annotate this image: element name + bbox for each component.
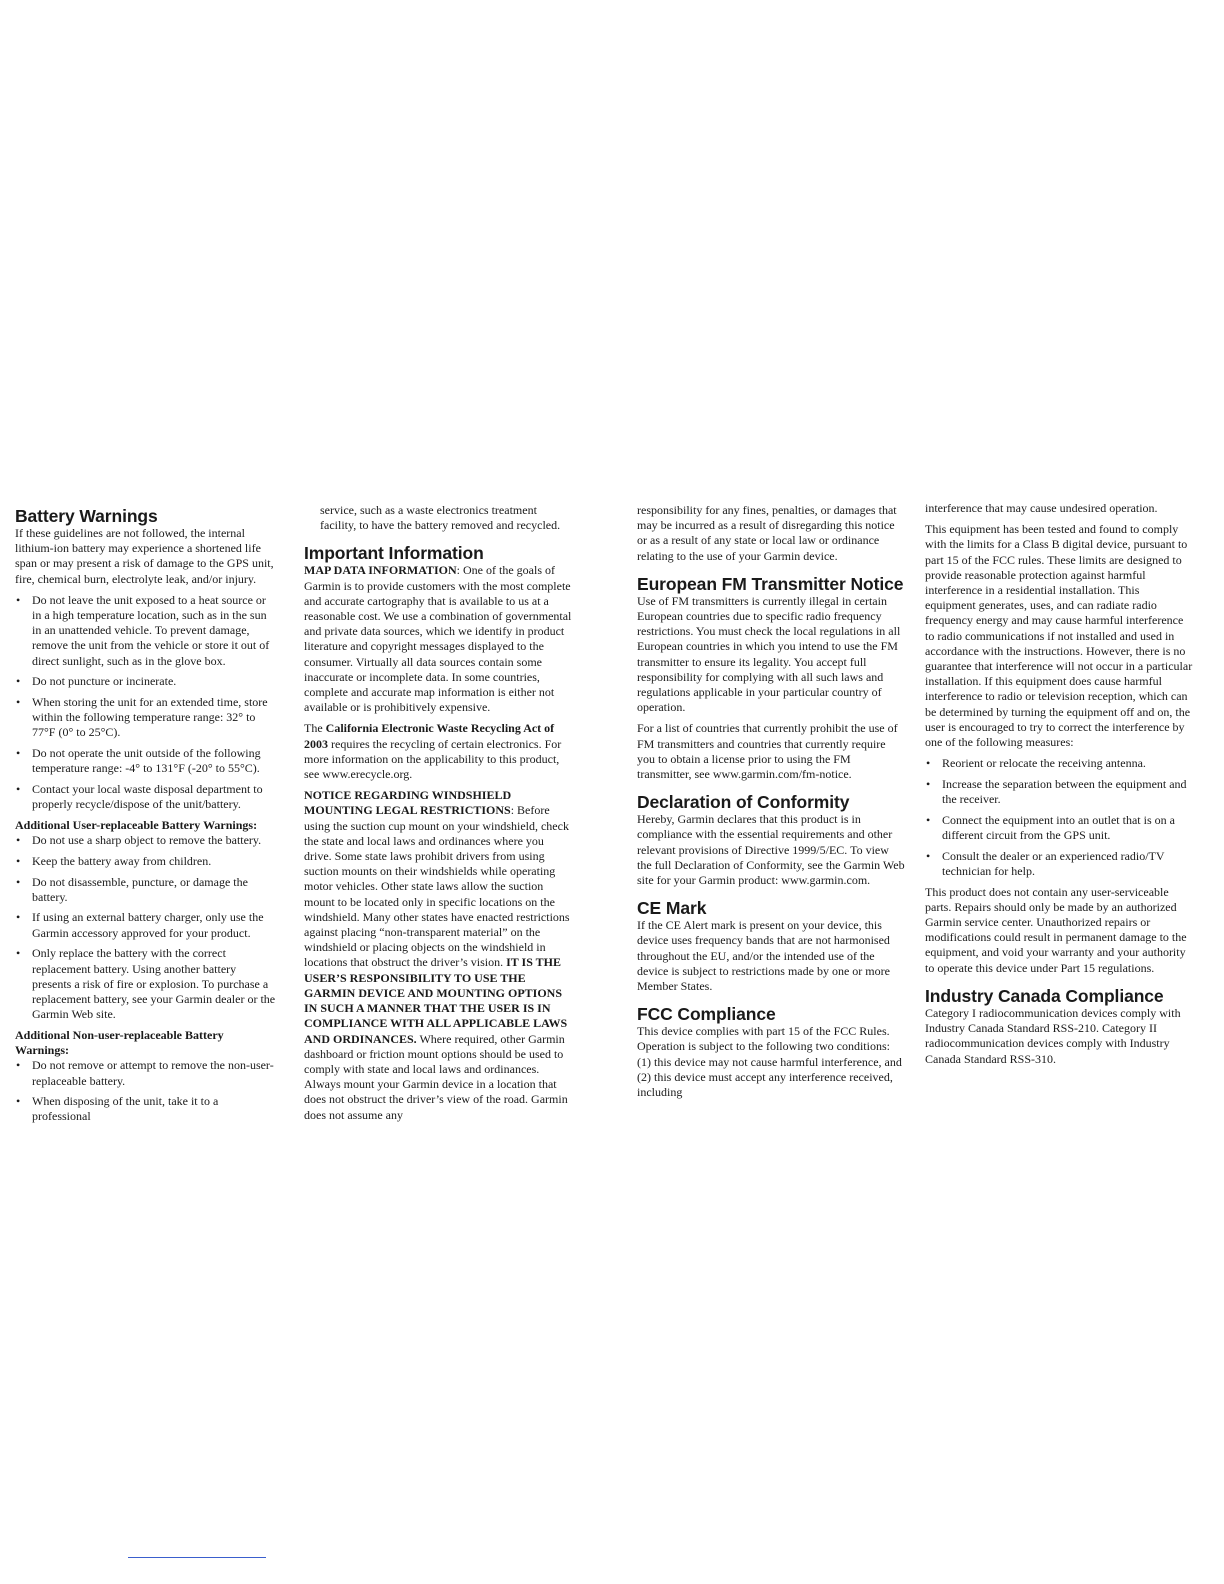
list-item: • Contact your local waste disposal department to properly recycle/dispose of the unit/battery. <box>15 782 277 812</box>
fcc-compliance-heading: FCC Compliance <box>637 1004 776 1025</box>
user-serviceable-paragraph: This product does not contain any user-serviceable parts. Repairs should only be made by an authorized Garmin service center. Unauthorized repairs or modifications could result in permanent damage to the equipment, and void your warranty and your authority to operate this device under Part 15 regulations. <box>925 884 1187 975</box>
list-item: • Only replace the battery with the correct replacement battery. Using another battery presents a risk of fire or explosion. To purchase a replacement battery, see your Garmin dealer or the Garmin Web site. <box>15 946 277 1022</box>
list-item: • If using an external battery charger, only use the Garmin accessory approved for your product. <box>15 910 277 940</box>
list-item: • Do not puncture or incinerate. <box>15 674 277 689</box>
california-prefix: The <box>304 721 326 736</box>
windshield-notice-text: : Before using the suction cup mount on your windshield, check the state and local laws and ordinances where you drive. Some state laws prohibit drivers from using suction mounts on their windshields while operating motor vehicles. Other state laws allow the suction mount to be located only in specific locations on the windshield. Many other states have enacted restrictions against placing “non-transparent material” on the windshield or placing objects on the windshield in locations that obstruct the driver’s vision. <box>304 803 570 970</box>
battery-warnings-heading: Battery Warnings <box>15 506 158 526</box>
user-replaceable-list <box>15 833 277 1022</box>
windshield-notice-label: NOTICE REGARDING WINDSHIELD MOUNTING LEGAL RESTRICTIONS <box>304 788 512 818</box>
fcc-class-b-paragraph: This equipment has been tested and found to comply with the limits for a Class B digital device, pursuant to part 15 of the FCC rules. These limits are designed to provide reasonable protection against harmful interference in a residential installation. This equipment generates, uses, and can radiate radio frequency energy and may cause harmful interference to radio communications if not installed and used in accordance with the instructions. However, there is no guarantee that interference will not occur in a particular installation. If this equipment does cause harmful interference to radio or television reception, which can be determined by turning the equipment off and on, the user is encouraged to try to correct the interference by one of the following measures: <box>925 522 1193 750</box>
fm-transmitter-paragraph: Use of FM transmitters is currently illegal in certain European countries due to specific radio frequency restrictions. You must check the local regulations in all European countries in which you intend to use the FM transmitter to ensure its legality. You accept full responsibility for complying with all such laws and regulations applicable in your particular country of operation. <box>637 593 901 715</box>
user-replaceable-heading: Additional User-replaceable Battery Warnings: <box>15 817 258 832</box>
non-user-replaceable-heading: Additional Non-user-replaceable Battery Warnings: <box>15 1027 224 1058</box>
ce-mark-heading: CE Mark <box>637 898 707 919</box>
column-battery-warnings <box>15 506 277 1130</box>
non-user-replaceable-list <box>15 1058 277 1124</box>
list-item: • Do not use a sharp object to remove the battery. <box>15 833 277 848</box>
map-data-text: : One of the goals of Garmin is to provide customers with the most complete and accurate cartography that is available to us at a reasonable cost. We use a combination of governmental and private data sources, which we identify in product literature and copyright messages displayed to the consumer. Virtually all data sources contain some inaccurate or incomplete data. In some countries, complete and accurate map information is either not available or is prohibitively expensive. <box>304 563 572 715</box>
list-item: • Do not operate the unit outside of the following temperature range: -4° to 131°F (-20° to 55°C). <box>15 746 277 776</box>
california-act-label: California Electronic Waste Recycling Act of 2003 <box>304 721 555 751</box>
battery-continuation: service, such as a waste electronics treatment facility, to have the battery removed and recycled. <box>320 503 561 533</box>
list-item: • Consult the dealer or an experienced radio/TV technician for help. <box>925 849 1193 879</box>
california-recycling-paragraph <box>304 721 572 782</box>
fm-transmitter-countries-paragraph: For a list of countries that currently prohibit the use of FM transmitters and countries that currently require you to obtain a license prior to using the FM transmitter, see www.garmin.com/fm-notice. <box>637 721 898 782</box>
column-regulatory-notices <box>637 503 905 1100</box>
list-item: • Keep the battery away from children. <box>15 854 277 869</box>
fcc-continuation: interference that may cause undesired operation. <box>925 501 1158 515</box>
list-item: • Increase the separation between the equipment and the receiver. <box>925 777 1193 807</box>
declaration-of-conformity-text: Hereby, Garmin declares that this product is in compliance with the essential requirements and other relevant provisions of Directive 1999/5/EC. To view the full Declaration of Conformity, see the Garmin Web site for your Garmin product: www.garmin.com. <box>637 812 905 888</box>
industry-canada-text: Category I radiocommunication devices comply with Industry Canada Standard RSS-210. Category II radiocommunication devices comply with Industry Canada Standard RSS-310. <box>925 1005 1181 1066</box>
fcc-compliance-text: This device complies with part 15 of the FCC Rules. Operation is subject to the following two conditions: (1) this device may not cause harmful interference, and (2) this device must accept any interference received, including <box>637 1024 902 1100</box>
industry-canada-heading: Industry Canada Compliance <box>925 985 1164 1006</box>
windshield-notice-tail: Where required, other Garmin dashboard or friction mount options should be used to comply with state and local laws and ordinances. Always mount your Garmin device in a location that does not obstruct the driver’s view of the road. Garmin does not assume any <box>304 1031 568 1122</box>
battery-warnings-list <box>15 593 277 813</box>
windshield-responsibility-notice: IT IS THE USER’S RESPONSIBILITY TO USE THE GARMIN DEVICE AND MOUNTING OPTIONS IN SUCH A MANNER THAT THE USER IS IN COMPLIANCE WITH ALL APPLICABLE LAWS AND ORDINANCES. <box>304 955 568 1046</box>
battery-warnings-intro: If these guidelines are not followed, the internal lithium-ion battery may experience a shortened life span or may present a risk of damage to the GPS unit, fire, chemical burn, electrolyte leak, and/or injury. <box>15 526 274 586</box>
list-item: • Do not remove or attempt to remove the non-user-replaceable battery. <box>15 1058 277 1088</box>
footer-rule <box>128 1557 266 1558</box>
fm-transmitter-heading: European FM Transmitter Notice <box>637 573 904 594</box>
california-act-text: requires the recycling of certain electronics. For more information on the applicability to this product, see www.erecycle.org. <box>304 736 562 782</box>
list-item: • When disposing of the unit, take it to a professional <box>15 1094 277 1124</box>
map-data-paragraph <box>304 563 572 715</box>
windshield-notice-paragraph <box>304 788 572 1122</box>
column-important-information <box>304 503 572 1123</box>
list-item: • Connect the equipment into an outlet that is on a different circuit from the GPS unit. <box>925 813 1193 843</box>
declaration-of-conformity-heading: Declaration of Conformity <box>637 792 850 813</box>
important-information-heading: Important Information <box>304 543 484 564</box>
ce-mark-text: If the CE Alert mark is present on your device, this device uses frequency bands that are not harmonised throughout the EU, and/or the intended use of the device is subject to restrictions made by one or more Member States. <box>637 918 890 994</box>
map-data-label: MAP DATA INFORMATION <box>304 563 457 578</box>
windshield-continuation: responsibility for any fines, penalties, or damages that may be incurred as a result of disregarding this notice or as a result of any state or local law or ordinance relating to the use of your Garmin device. <box>637 503 897 563</box>
list-item: • When storing the unit for an extended time, store within the following temperature range: 32° to 77°F (0° to 25°C). <box>15 695 277 741</box>
fcc-measures-list <box>925 756 1193 879</box>
list-item: • Reorient or relocate the receiving antenna. <box>925 756 1193 771</box>
list-item: • Do not disassemble, puncture, or damage the battery. <box>15 875 277 905</box>
column-fcc-industry-canada <box>925 501 1193 1067</box>
list-item: • Do not leave the unit exposed to a heat source or in a high temperature location, such as in the sun in an unattended vehicle. To prevent damage, remove the unit from the vehicle or store it out of direct sunlight, such as in the glove box. <box>15 593 277 669</box>
